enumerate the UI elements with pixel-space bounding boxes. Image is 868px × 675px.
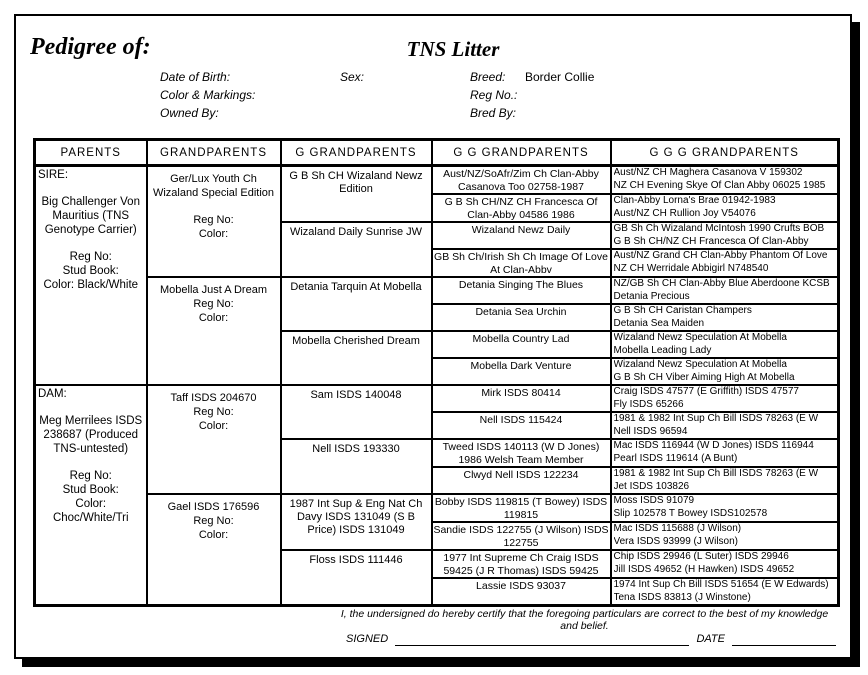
gg-grandparent-cell: Nell ISDS 115424 [432,412,611,439]
ggg-line: G B Sh CH/NZ CH Francesca Of Clan-Abby [613,235,809,247]
detail-line: Color: Black/White [43,279,139,291]
ggg-line: NZ CH Evening Skye Of Clan Abby 06025 1985 [613,179,826,191]
signature-line [395,630,689,646]
sire-role-label: SIRE: [38,169,69,181]
g-grandparent-cell: Detania Tarquin At Mobella [281,277,432,331]
gg-grandparent-cell: Clwyd Nell ISDS 122234 [432,467,611,494]
info-fields [160,70,745,124]
ggg-grandparent-cell [611,467,839,494]
detail-line: Color: [198,420,229,432]
page-title: Pedigree of: [30,34,151,60]
col-header-ggg-grandparents: G G G GRANDPARENTS [611,140,839,166]
reg-no-label: Reg No.: [470,88,518,102]
ggg-line: 1974 Int Sup Ch Bill ISDS 51654 (E W Edwards) [613,579,829,590]
ggg-line: Mac ISDS 115688 (J Wilson) [613,523,742,534]
gg-grandparent-cell: GB Sh Ch/Irish Sh Ch Image Of Love At Clan-Abbv [432,249,611,277]
ggg-grandparent-cell [611,439,839,467]
certification-statement: I, the undersigned do hereby certify that the foregoing particulars are correct to the best of my knowledge and belief. [340,608,829,632]
ggg-line: Mac ISDS 116944 (W D Jones) ISDS 116944 [613,440,814,451]
sire-name: Big Challenger Von Mauritius (TNS Genotype Carrier) [41,196,140,236]
breed-value: Border Collie [525,70,595,84]
ggg-line: G B Sh CH Caristan Champers [613,305,752,316]
pedigree-row [35,494,839,522]
detail-line: Reg No: [69,251,112,263]
grandparent-cell [147,277,281,385]
g-grandparent-cell: 1987 Int Sup & Eng Nat Ch Davy ISDS 131049 (S B Price) ISDS 131049 [281,494,432,550]
detail-line: Color: [198,228,229,240]
ggg-line: 1981 & 1982 Int Sup Ch Bill ISDS 78263 (E W [613,413,819,424]
g-grandparent-cell: Floss ISDS 111446 [281,550,432,606]
ggg-grandparent-cell [611,249,839,277]
detail-line: Reg No: [193,214,234,226]
ggg-grandparent-cell [611,194,839,222]
gg-grandparent-cell: Wizaland Newz Daily [432,222,611,249]
ggg-line: Fly ISDS 65266 [613,398,684,410]
ggg-line: NZ/GB Sh CH Clan-Abby Blue Aberdoone KCSB [613,278,830,289]
signed-label: SIGNED [346,633,389,645]
ggg-line: Chip ISDS 29946 (L Suter) ISDS 29946 [613,551,789,562]
detail-line: Reg No: [193,406,234,418]
col-header-parents: PARENTS [35,140,147,166]
sire-cell [35,166,147,386]
bred-by-label: Bred By: [470,106,517,120]
ggg-line: Craig ISDS 47577 (E Griffith) ISDS 47577 [613,386,799,397]
pedigree-row [35,385,839,412]
ggg-grandparent-cell [611,222,839,249]
col-header-grandparents: GRANDPARENTS [147,140,281,166]
ggg-line: Aust/NZ CH Rullion Joy V54076 [613,207,756,219]
detail-line: Reg No: [193,298,234,310]
grandparent-cell [147,385,281,494]
grandparent-name: Mobella Just A Dream [160,284,267,296]
gg-grandparent-cell: Mobella Country Lad [432,331,611,358]
g-grandparent-cell: Nell ISDS 193330 [281,439,432,494]
header-row [35,140,839,166]
ggg-grandparent-cell [611,358,839,385]
ggg-line: NZ CH Werridale Abbigirl N748540 [613,262,769,274]
dam-cell [35,385,147,606]
detail-line: Stud Book: [62,484,119,496]
color-markings-label: Color & Markings: [160,88,256,102]
grandparent-name: Gael ISDS 176596 [167,501,260,513]
ggg-line: Detania Sea Maiden [613,317,705,329]
ggg-grandparent-cell [611,166,839,195]
ggg-line: 1981 & 1982 Int Sup Ch Bill ISDS 78263 (E W [613,468,819,479]
ggg-grandparent-cell [611,412,839,439]
ggg-line: Jet ISDS 103826 [613,480,690,492]
spacer [340,106,470,124]
detail-line: Reg No: [193,515,234,527]
detail-line: Reg No: [69,470,112,482]
ggg-line: Jill ISDS 49652 (H Hawken) ISDS 49652 [613,563,795,575]
ggg-grandparent-cell [611,385,839,412]
g-grandparent-cell: Sam ISDS 140048 [281,385,432,439]
ggg-line: Wizaland Newz Speculation At Mobella [613,332,787,343]
detail-line: Color: [75,498,107,510]
spacer [525,88,745,106]
gg-grandparent-cell: Mirk ISDS 80414 [432,385,611,412]
g-grandparent-cell: Mobella Cherished Dream [281,331,432,385]
sex-label: Sex: [340,70,365,84]
owned-by-label: Owned By: [160,106,219,120]
dam-name: Meg Merrilees ISDS 238687 (Produced TNS-untested) [39,415,143,455]
ggg-line: Wizaland Newz Speculation At Mobella [613,359,787,370]
g-grandparent-cell: G B Sh CH Wizaland Newz Edition [281,166,432,223]
gg-grandparent-cell: Sandie ISDS 122755 (J Wilson) ISDS 122755 [433,524,609,549]
date-label: DATE [696,633,725,645]
ggg-line: Pearl ISDS 119614 (A Bunt) [613,452,738,464]
pedigree-row [35,166,839,195]
detail-line: Stud Book: [62,265,119,277]
col-header-g-grandparents: G GRANDPARENTS [281,140,432,166]
breed-label: Breed: [470,70,506,84]
ggg-line: Vera ISDS 93999 (J Wilson) [613,535,738,547]
ggg-line: Mobella Leading Lady [613,344,712,356]
g-grandparent-cell: Wizaland Daily Sunrise JW [281,222,432,277]
sire-details [38,250,144,292]
ggg-line: Detania Precious [613,290,690,302]
gg-grandparent-cell: Detania Singing The Blues [432,277,611,304]
dam-role-label: DAM: [38,388,67,400]
ggg-line: Aust/NZ CH Maghera Casanova V 159302 [613,167,803,178]
ggg-line: Nell ISDS 96594 [613,425,688,437]
spacer [525,106,745,124]
col-header-gg-grandparents: G G GRANDPARENTS [432,140,611,166]
ggg-line: Slip 102578 T Bowey ISDS102578 [613,507,768,519]
gg-grandparent-cell: Lassie ISDS 93037 [432,578,611,606]
ggg-grandparent-cell [611,550,839,578]
ggg-line: Tena ISDS 83813 (J Winstone) [613,591,751,603]
gg-grandparent-cell: 1977 Int Supreme Ch Craig ISDS 59425 (J R Thomas) ISDS 59425 [432,550,611,578]
ggg-grandparent-cell [611,331,839,358]
gg-grandparent-cell: Mobella Dark Venture [432,358,611,385]
detail-line: Choc/White/Tri [52,512,129,524]
ggg-grandparent-cell [611,578,839,606]
page-frame [14,14,852,659]
dob-label: Date of Birth: [160,70,231,84]
spacer [340,88,470,106]
dam-details [38,469,144,525]
grandparent-cell [147,494,281,606]
detail-line: Color: [198,529,229,541]
gg-grandparent-cell: Aust/NZ/SoAfr/Zim Ch Clan-Abby Casanova Too 02758-1987 [432,166,611,195]
gg-grandparent-cell: G B Sh CH/NZ CH Francesca Of Clan-Abby 04586 1986 [432,194,611,222]
pedigree-row [35,277,839,304]
gg-grandparent-cell: Detania Sea Urchin [432,304,611,331]
gg-grandparent-cell: Bobby ISDS 119815 (T Bowey) ISDS 119815 [432,494,611,522]
detail-line: Color: [198,312,229,324]
ggg-grandparent-cell [611,277,839,304]
ggg-grandparent-cell [611,494,839,522]
ggg-line: Aust/NZ Grand CH Clan-Abby Phantom Of Love [613,250,828,261]
litter-title: TNS Litter [406,37,500,61]
grandparent-cell [147,166,281,278]
pedigree-table [33,138,840,607]
ggg-line: Clan-Abby Lorna's Brae 01942-1983 [613,195,776,206]
ggg-line: GB Sh Ch Wizaland McIntosh 1990 Crufts BOB [613,223,825,234]
grandparent-name: Taff ISDS 204670 [170,392,257,404]
ggg-line: G B Sh CH Viber Aiming High At Mobella [613,371,795,383]
ggg-line: Moss ISDS 91079 [613,495,695,506]
date-line [732,630,836,646]
grandparent-name: Ger/Lux Youth Ch Wizaland Special Edition [152,173,275,199]
gg-grandparent-cell: Tweed ISDS 140113 (W D Jones) 1986 Welsh Team Member [432,439,611,467]
ggg-grandparent-cell [611,522,839,550]
ggg-grandparent-cell [611,304,839,331]
signature-row [346,630,836,646]
